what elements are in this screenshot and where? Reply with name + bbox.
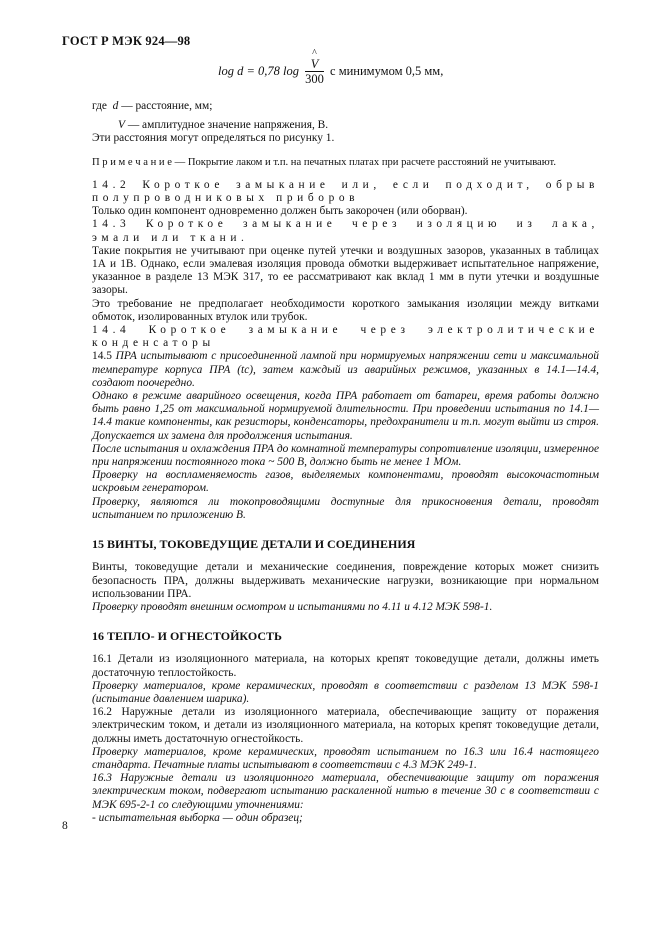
def-v: V — амплитудное значение напряжения, В. [118,119,329,132]
s16-p6: - испытательная выборка — один образец; [92,811,303,824]
s16-p2: Проверку материалов, кроме керамических, проводят в соответствии с разделом 13 МЭК 598-1 (испытание давлением шарика). [92,679,599,705]
s16-p4: Проверку материалов, кроме керамических, проводят испытанием по 16.3 или 16.4 настоящего стандарта. Печатные платы испытывают в соответствии с 4.3 МЭК 249-1. [92,745,599,771]
s15-heading: 15 ВИНТЫ, ТОКОВЕДУЩИЕ ДЕТАЛИ И СОЕДИНЕНИЯ [92,537,416,552]
s14-3-title: 14.3 Короткое замыкание через изоляцию из лака, эмали или ткани. [92,218,599,244]
page-content [92,96,599,825]
def-d: где d — расстояние, мм; [92,100,213,112]
s16-p3: 16.2 Наружные детали из изоляционного материала, обеспечивающие защиту от поражения электрическим током, и детали из изоляционного материала, на которых крепят токоведущие детали, должны иметь достаточную огнестойкость. [92,706,599,745]
s14-5-p1: 14.5 ПРА испытывают с присоединенной лампой при нормируемых напряжении сети и максимальной температуре корпуса ПРА (tc), затем каждый из аварийных режимов, указанных в 14.1—14.4, создают поочередно. [92,350,599,389]
formula-rhs: с минимумом 0,5 мм, [330,63,444,78]
s16-p1: 16.1 Детали из изоляционного материала, на которых крепят токоведущие детали, должны иметь достаточную теплостойкость. [92,653,599,679]
page-number: 8 [62,820,68,832]
s14-5-p2: Однако в режиме аварийного освещения, когда ПРА работает от батареи, время работы должно быть равно 1,25 от максимальной нормируемой длительности. При проведении испытания по 14.1—14.4 такие компоненты, как резисторы, конденсаторы, предохранители и т.п. могут выйти из строя. Допускается их замена для продолжения испытания. [92,390,599,442]
formula-lhs: log d = 0,78 log [218,63,300,78]
s14-4-title: 14.4 Короткое замыкание через электролитические конденсаторы [92,324,599,350]
s16-heading: 16 ТЕПЛО- И ОГНЕСТОЙКОСТЬ [92,629,282,644]
s14-5-p5: Проверку, являются ли токопроводящими доступные для прикосновения детали, проводят испытанием по приложению В. [92,495,599,521]
fig-reference: Эти расстояния могут определяться по рисунку 1. [92,132,335,145]
s14-2-title: 14.2 Короткое замыкание или, если подходит, обрыв полупроводниковых приборов [92,178,599,205]
s14-3-p1: Такие покрытия не учитывают при оценке путей утечки и воздушных зазоров, указанных в таблицах 1А и 1В. Однако, если эмалевая изоляция провода обмотки выдерживает испытательное напряжение, указанное в разделе 13 МЭК 317, то ее рассматривают как вклад 1 мм в пути утечки и воздушные зазоры. [92,244,599,297]
s14-5-p3: После испытания и охлаждения ПРА до комнатной температуры сопротивление изоляции, измеренное при напряжении постоянного тока ~ 500 В, должно быть не менее 1 МОм. [92,442,599,469]
document-header: ГОСТ Р МЭК 924—98 [62,34,191,48]
s16-p5: 16.3 Наружные детали из изоляционного материала, обеспечивающие защиту от поражения электрическим током, подвергают испытанию раскаленной нитью в течение 30 с в соответствии с МЭК 695-2-1 со следующими уточнениями: [92,772,599,811]
s14-2-text: Только один компонент одновременно должен быть закорочен (или оборван). [92,205,468,218]
s14-5-p4: Проверку на воспламеняемость газов, выделяемых компонентами, проводят высокочастотным искровым генератором. [92,469,599,495]
s15-p1: Винты, токоведущие детали и механические соединения, повреждение которых может снизить безопасность ПРА, должны выдерживать механические нагрузки, возникающие при нормальном использовании ПРА. [92,561,599,600]
distance-formula [218,48,444,87]
formula-hat: ^ [312,48,317,59]
formula-numerator: ^ V [305,56,324,72]
formula-fraction [305,48,324,87]
s15-p2: Проверку проводят внешним осмотром и испытаниями по 4.11 и 4.12 МЭК 598-1. [92,600,493,613]
note: П р и м е ч а н и е — Покрытие лаком и т.п. на печатных платах при расчете расстояний не учитывают. [92,156,557,168]
s14-3-p2: Это требование не предполагает необходимости короткого замыкания изоляции между витками обмоток, изолированных втулок или трубок. [92,297,599,323]
formula-denominator: 300 [305,72,324,87]
